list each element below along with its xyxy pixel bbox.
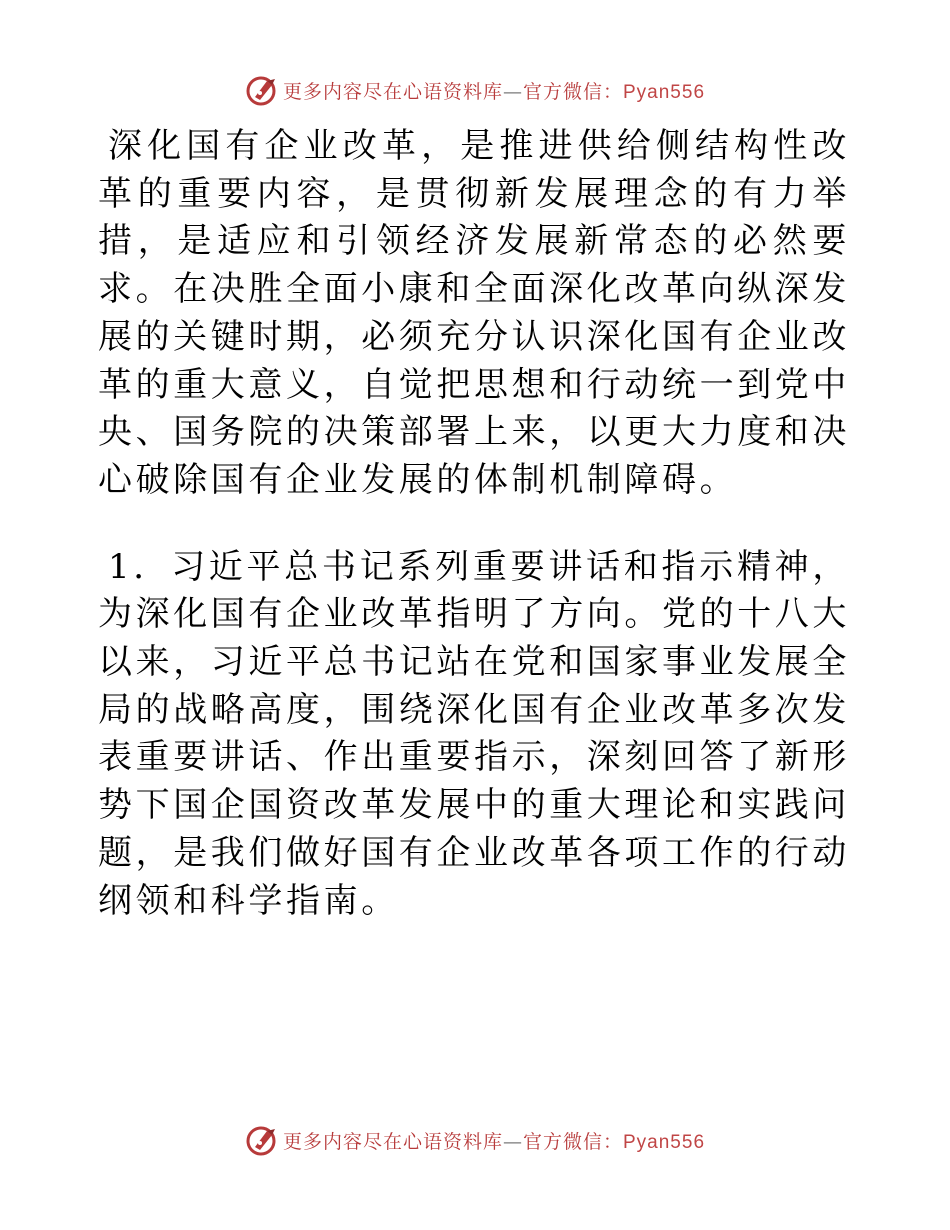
banner-text (283, 77, 705, 104)
banner-wechat-label: 官方微信： (522, 1130, 623, 1153)
banner-site-name: 更多内容尽在心语资料库 (282, 80, 503, 103)
banner-wechat-id: Pyan556 (623, 81, 706, 103)
banner-separator: — (502, 80, 523, 103)
banner-separator: — (502, 1130, 523, 1153)
banner-text (283, 1127, 705, 1154)
banner-site-name: 更多内容尽在心语资料库 (282, 1130, 503, 1153)
pen-nib-logo-icon (245, 1123, 279, 1157)
paragraph-point-1: 1．习近平总书记系列重要讲话和指示精神，为深化国有企业改革指明了方向。党的十八大以来，习近平总书记站在党和国家事业发展全局的战略高度，围绕深化国有企业改革多次发表重要讲话、作出重要指示，深刻回答了新形势下国企国资改革发展中的重大理论和实践问题，是我们做好国有企业改革各项工作的行动纲领和科学指南。 (98, 546, 850, 921)
paragraph-intro: 深化国有企业改革，是推进供给侧结构性改革的重要内容，是贯彻新发展理念的有力举措，是适应和引领经济发展新常态的必然要求。在决胜全面小康和全面深化改革向纵深发展的关键时期，必须充分认识深化国有企业改革的重大意义，自觉把思想和行动统一到党中央、国务院的决策部署上来，以更大力度和决心破除国有企业发展的体制机制障碍。 (98, 126, 850, 500)
document-body (98, 123, 850, 925)
pen-nib-logo-icon (245, 73, 279, 107)
banner-wechat-label: 官方微信： (522, 80, 623, 103)
header-banner (0, 70, 950, 110)
footer-banner (0, 1120, 950, 1160)
banner-wechat-id: Pyan556 (623, 1131, 706, 1153)
